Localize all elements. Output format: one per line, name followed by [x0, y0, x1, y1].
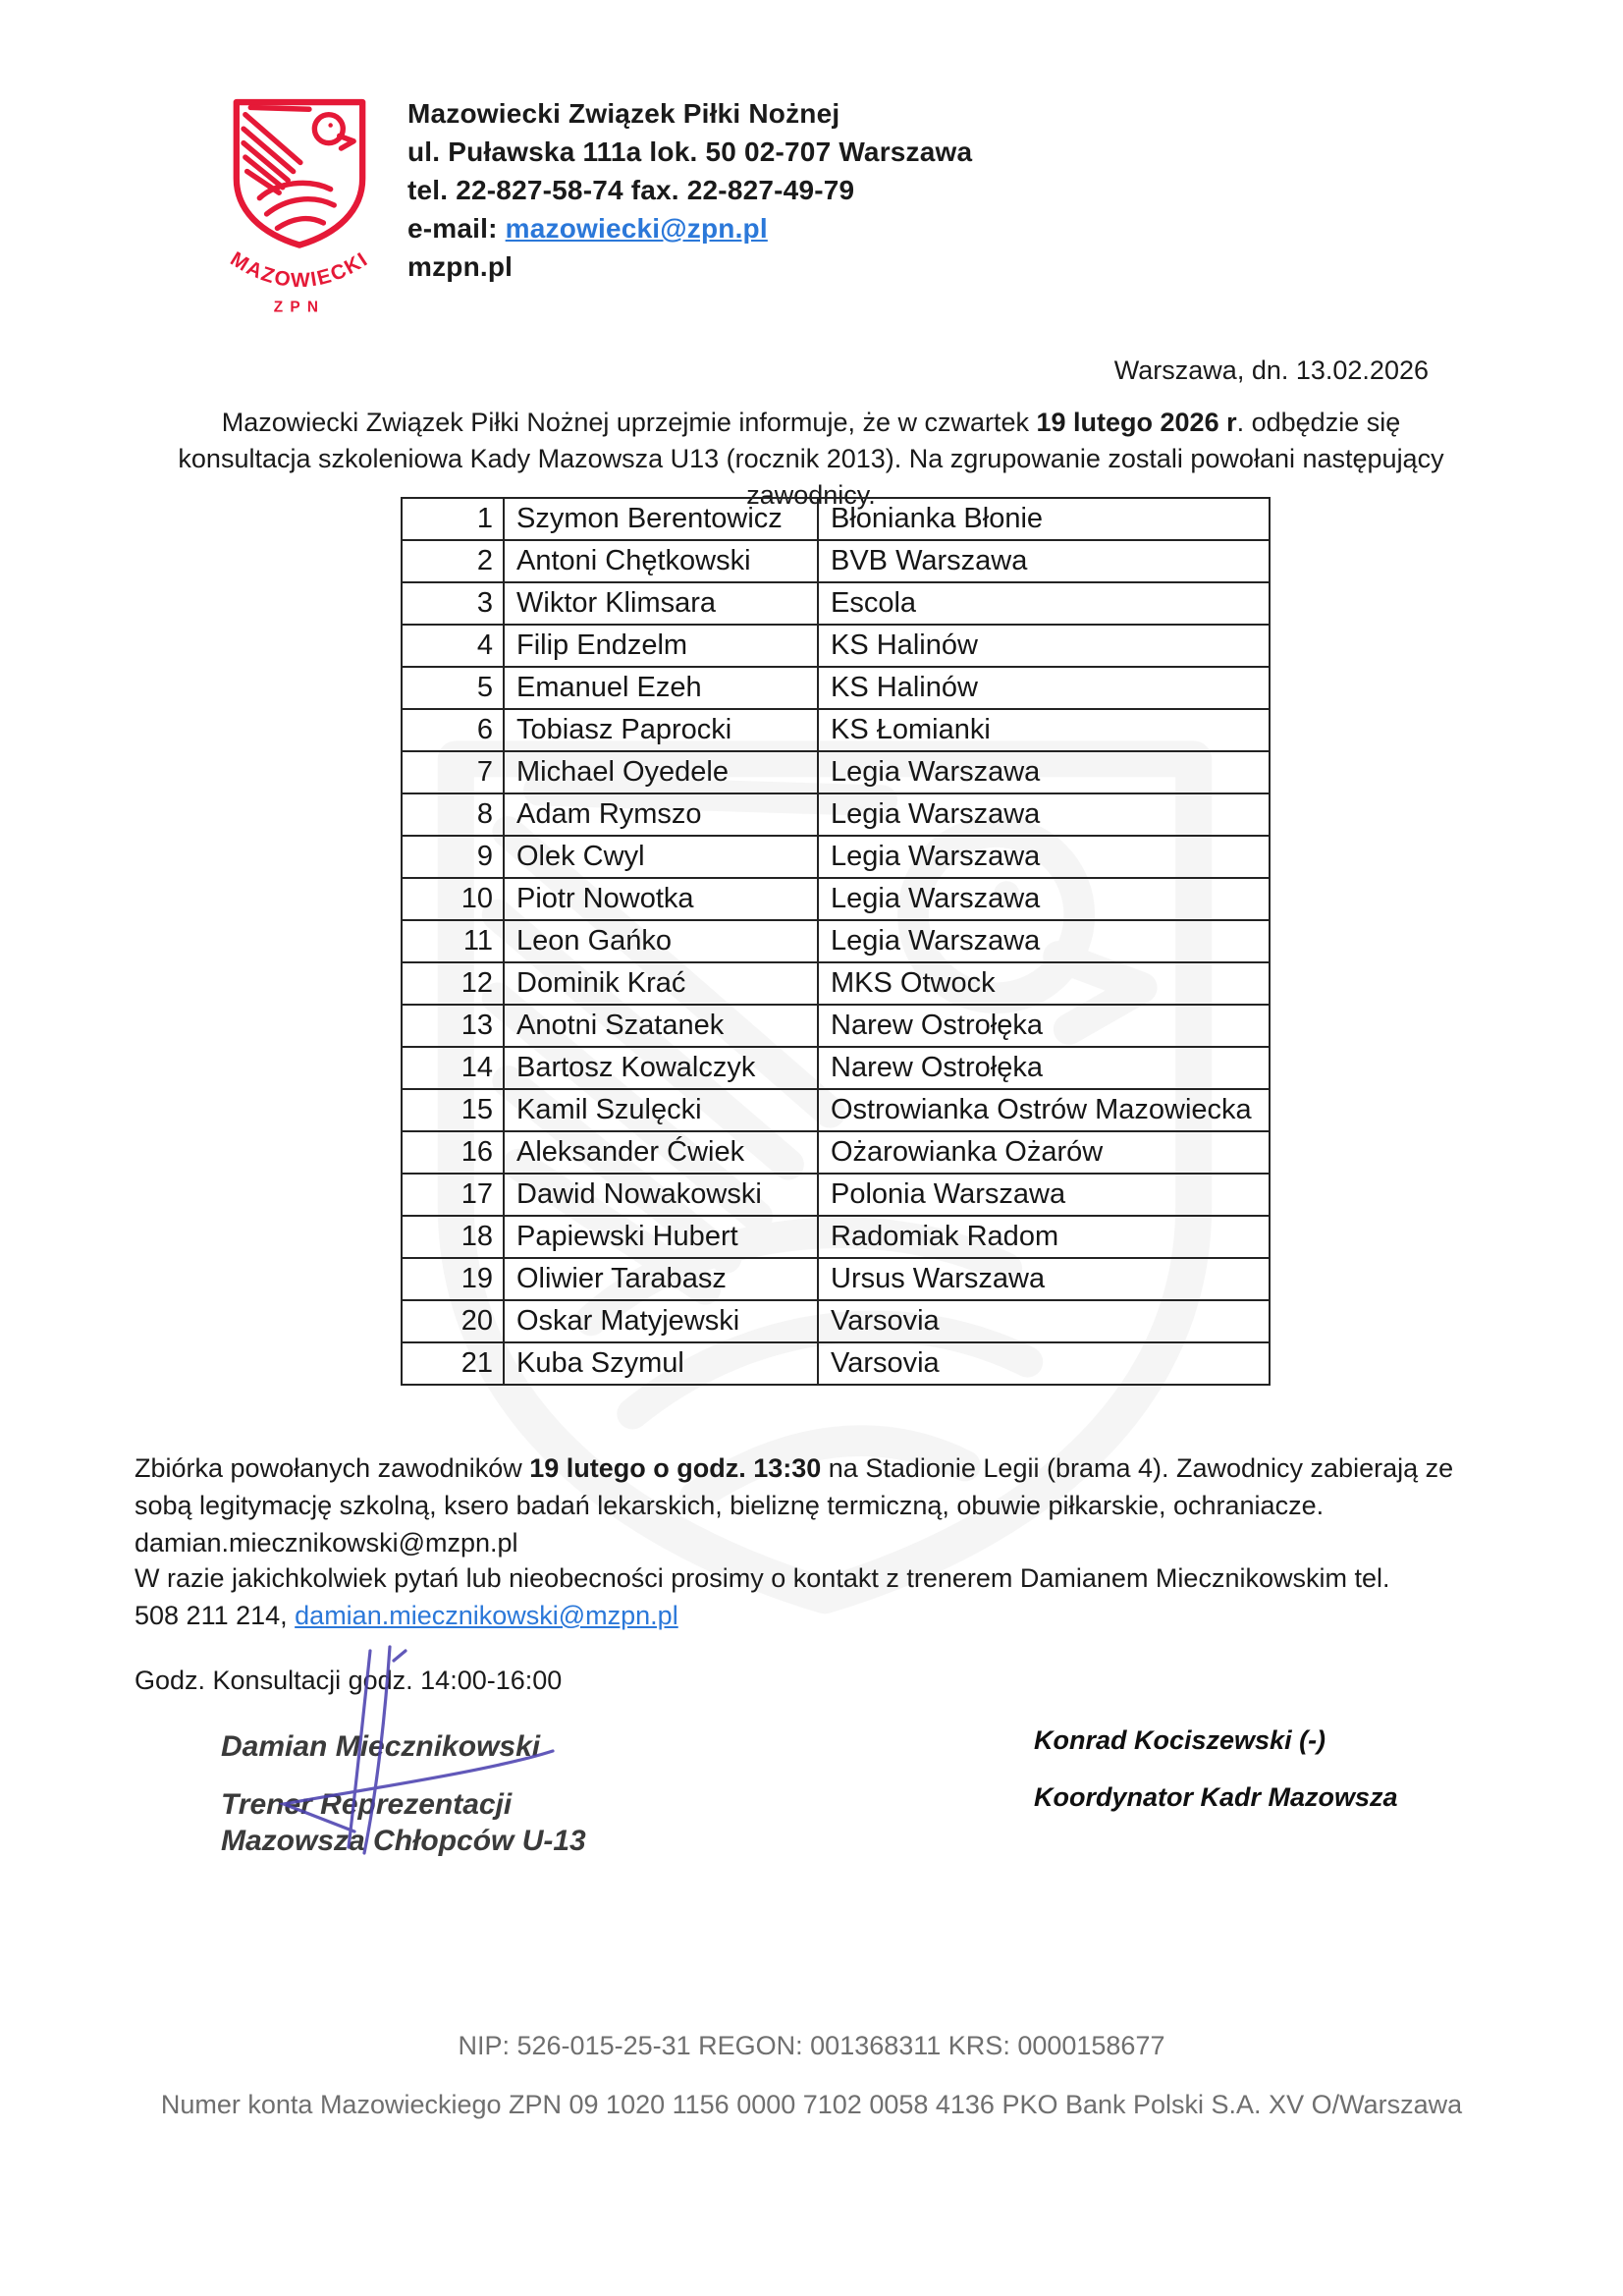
player-club: Legia Warszawa [818, 878, 1270, 920]
logo-zpn-text: ZPN [273, 299, 326, 315]
player-club: Legia Warszawa [818, 751, 1270, 793]
player-name: Kamil Szulęcki [504, 1089, 818, 1131]
svg-text:MAZOWIECKI [227, 247, 373, 292]
player-club: Narew Ostrołęka [818, 1047, 1270, 1089]
player-number: 7 [402, 751, 504, 793]
table-row [402, 920, 1270, 962]
player-name: Oliwier Tarabasz [504, 1258, 818, 1300]
player-number: 16 [402, 1131, 504, 1174]
org-website: mzpn.pl [407, 251, 514, 282]
table-row [402, 582, 1270, 625]
contact-phone: 508 211 214, [135, 1601, 296, 1630]
player-club: MKS Otwock [818, 962, 1270, 1005]
player-club: KS Halinów [818, 625, 1270, 667]
player-name: Papiewski Hubert [504, 1216, 818, 1258]
player-name: Antoni Chętkowski [504, 540, 818, 582]
org-email-link[interactable]: mazowiecki@zpn.pl [505, 213, 768, 244]
player-number: 2 [402, 540, 504, 582]
email-label: e-mail: [407, 213, 506, 244]
org-name: Mazowiecki Związek Piłki Nożnej [407, 98, 840, 129]
roster-table [401, 497, 1271, 1386]
player-name: Filip Endzelm [504, 625, 818, 667]
coach-name: Damian Miecznikowski [221, 1730, 541, 1763]
player-number: 11 [402, 920, 504, 962]
table-row [402, 1047, 1270, 1089]
player-name: Aleksander Ćwiek [504, 1131, 818, 1174]
logo-arc-text: MAZOWIECKI [226, 247, 373, 293]
player-number: 12 [402, 962, 504, 1005]
contact-paragraph [135, 1559, 1499, 1634]
table-row [402, 836, 1270, 878]
player-name: Olek Cwyl [504, 836, 818, 878]
org-address: ul. Puławska 111a lok. 50 02-707 Warszawa [407, 137, 973, 167]
player-name: Kuba Szymul [504, 1342, 818, 1385]
player-name: Anotni Szatanek [504, 1005, 818, 1047]
table-row [402, 709, 1270, 751]
player-name: Wiktor Klimsara [504, 582, 818, 625]
table-row [402, 793, 1270, 836]
player-club: Escola [818, 582, 1270, 625]
coach-title-line2: Mazowsza Chłopców U-13 [221, 1825, 586, 1857]
player-number: 18 [402, 1216, 504, 1258]
player-club: KS Łomianki [818, 709, 1270, 751]
player-club: Radomiak Radom [818, 1216, 1270, 1258]
table-row [402, 751, 1270, 793]
player-number: 15 [402, 1089, 504, 1131]
player-club: Legia Warszawa [818, 836, 1270, 878]
org-email-line [407, 209, 972, 247]
player-number: 5 [402, 667, 504, 709]
player-number: 8 [402, 793, 504, 836]
player-number: 20 [402, 1300, 504, 1342]
player-club: KS Halinów [818, 667, 1270, 709]
player-number: 17 [402, 1174, 504, 1216]
roster-body [402, 498, 1270, 1385]
table-row [402, 1258, 1270, 1300]
table-row [402, 498, 1270, 540]
player-number: 21 [402, 1342, 504, 1385]
table-row [402, 667, 1270, 709]
coach-email-link[interactable]: damian.miecznikowski@mzpn.pl [295, 1601, 678, 1630]
table-row [402, 1174, 1270, 1216]
player-club: Narew Ostrołęka [818, 1005, 1270, 1047]
table-row [402, 1300, 1270, 1342]
player-club: Ursus Warszawa [818, 1258, 1270, 1300]
meeting-text-before: Zbiórka powołanych zawodników [135, 1453, 530, 1483]
player-number: 14 [402, 1047, 504, 1089]
player-number: 9 [402, 836, 504, 878]
letterhead [407, 94, 972, 286]
player-club: Varsovia [818, 1300, 1270, 1342]
table-row [402, 962, 1270, 1005]
coach-title-line1: Trener Reprezentacji [221, 1788, 513, 1821]
player-name: Tobiasz Paprocki [504, 709, 818, 751]
player-club: Ożarowianka Ożarów [818, 1131, 1270, 1174]
table-row [402, 625, 1270, 667]
player-number: 4 [402, 625, 504, 667]
intro-text-after: . odbędzie się konsultacja szkoleniowa Kady Mazowsza U13 (rocznik 2013). Na zgrupowanie zostali powołani następujący zawodnicy. [178, 408, 1444, 510]
player-number: 3 [402, 582, 504, 625]
table-row [402, 1342, 1270, 1385]
intro-text-before: Mazowiecki Związek Piłki Nożnej uprzejmie informuje, że w czwartek [221, 408, 1037, 437]
footer-bank-account: Numer konta Mazowieckiego ZPN 09 1020 1156 0000 7102 0058 4136 PKO Bank Polski S.A. XV O/Warszawa [160, 2090, 1463, 2119]
player-name: Dawid Nowakowski [504, 1174, 818, 1216]
player-name: Emanuel Ezeh [504, 667, 818, 709]
player-name: Oskar Matyjewski [504, 1300, 818, 1342]
player-club: Legia Warszawa [818, 920, 1270, 962]
contact-text: W razie jakichkolwiek pytań lub nieobecności prosimy o kontakt z trenerem Damianem Miecznikowskim tel. [135, 1563, 1390, 1593]
coach-email-plain: damian.miecznikowski@mzpn.pl [135, 1528, 518, 1558]
player-club: Ostrowianka Ostrów Mazowiecka [818, 1089, 1270, 1131]
meeting-paragraph [135, 1449, 1499, 1561]
player-club: Varsovia [818, 1342, 1270, 1385]
player-name: Dominik Krać [504, 962, 818, 1005]
table-row [402, 540, 1270, 582]
signature-right-block [1034, 1725, 1398, 1812]
player-name: Michael Oyedele [504, 751, 818, 793]
player-name: Bartosz Kowalczyk [504, 1047, 818, 1089]
player-number: 1 [402, 498, 504, 540]
table-row [402, 1216, 1270, 1258]
player-club: BVB Warszawa [818, 540, 1270, 582]
meeting-datetime-bold: 19 lutego o godz. 13:30 [529, 1453, 822, 1483]
date-line: Warszawa, dn. 13.02.2026 [1113, 355, 1429, 385]
table-row [402, 1089, 1270, 1131]
mzpn-logo [224, 93, 375, 315]
player-name: Leon Gańko [504, 920, 818, 962]
player-name: Szymon Berentowicz [504, 498, 818, 540]
player-number: 19 [402, 1258, 504, 1300]
player-name: Adam Rymszo [504, 793, 818, 836]
coordinator-title: Koordynator Kadr Mazowsza [1034, 1782, 1398, 1812]
signature-left-block [221, 1728, 586, 1859]
table-row [402, 1005, 1270, 1047]
table-row [402, 1131, 1270, 1174]
player-club: Legia Warszawa [818, 793, 1270, 836]
intro-date-bold: 19 lutego 2026 r [1036, 408, 1237, 437]
player-club: Błonianka Błonie [818, 498, 1270, 540]
player-number: 13 [402, 1005, 504, 1047]
table-row [402, 878, 1270, 920]
org-phone-fax: tel. 22-827-58-74 fax. 22-827-49-79 [407, 175, 855, 205]
player-club: Polonia Warszawa [818, 1174, 1270, 1216]
player-number: 10 [402, 878, 504, 920]
footer-registry: NIP: 526-015-25-31 REGON: 001368311 KRS: 0000158677 [458, 2031, 1165, 2060]
meeting-text-after: na Stadionie Legii (brama 4). Zawodnicy zabierają ze sobą legitymację szkolną, ksero badań lekarskich, bieliznę termiczną, obuwie piłkarskie, ochraniacze. [135, 1453, 1454, 1520]
player-name: Piotr Nowotka [504, 878, 818, 920]
consultation-hours: Godz. Konsultacji godz. 14:00-16:00 [135, 1666, 563, 1695]
coordinator-name: Konrad Kociszewski (-) [1034, 1725, 1326, 1755]
player-number: 6 [402, 709, 504, 751]
contact-line2 [135, 1597, 1499, 1634]
